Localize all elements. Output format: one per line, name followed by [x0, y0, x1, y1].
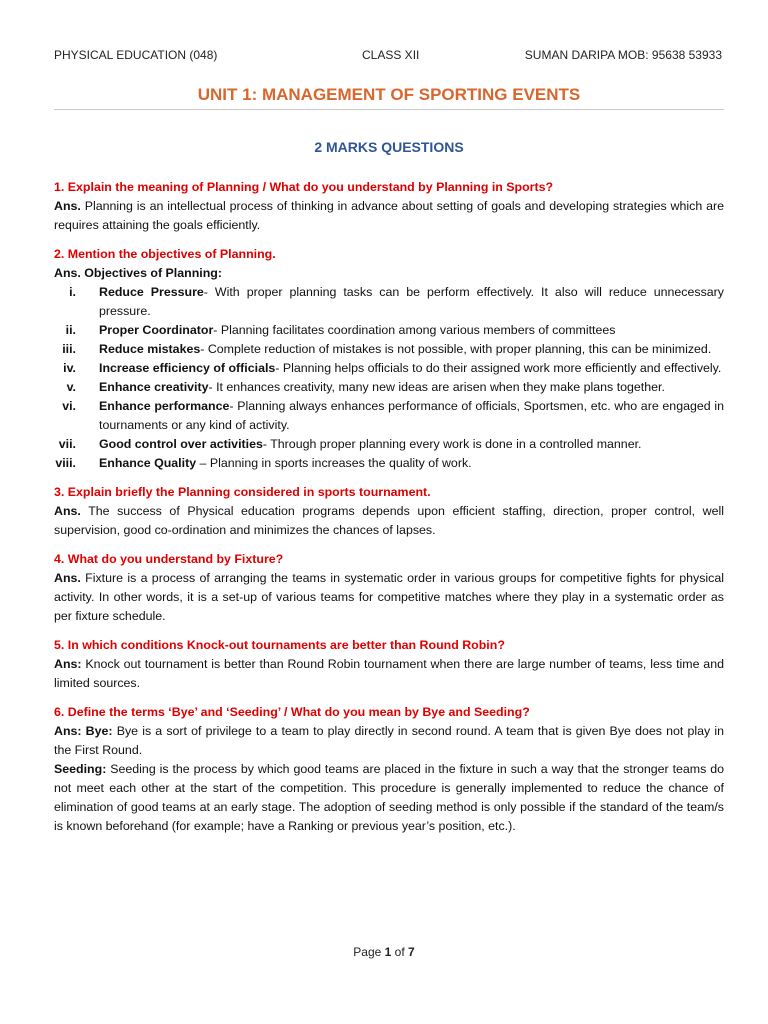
item-number: ii. [65, 323, 76, 337]
answer-label: Ans. [54, 504, 81, 518]
answer-text: Planning is an intellectual process of thinking in advance about setting of goals and developing strategies which are requires attaining the goals efficiently. [54, 199, 724, 232]
item-text: - With proper planning tasks can be perform effectively. It also will reduce unnecessary pressure. [99, 285, 724, 318]
list-item [54, 454, 724, 473]
answer-4 [54, 569, 724, 626]
item-term: Enhance Quality [99, 456, 197, 470]
item-number: v. [66, 380, 76, 394]
item-text: - It enhances creativity, many new ideas are arisen when they make plans together. [208, 380, 665, 394]
question-4: 4. What do you understand by Fixture? [54, 552, 284, 566]
answer-label: Ans: [54, 657, 82, 671]
page-word: Page [353, 945, 382, 959]
header-subject: PHYSICAL EDUCATION (048) [54, 48, 218, 62]
answer-text: Fixture is a process of arranging the teams in systematic order in various groups for competitive fights for physical activity. In other words, it is a set-up of various teams for competitive matches where they play in a systematic order as per fixture schedule. [54, 571, 724, 623]
list-item [54, 397, 724, 435]
question-1: 1. Explain the meaning of Planning / What do you understand by Planning in Sports? [54, 180, 554, 194]
answer-6-bye [54, 722, 724, 760]
answer-text: Seeding is the process by which good teams are placed in the fixture in such a way that the stronger teams do not meet each other at the start of the competition. This procedure is generally implemented to reduce the chance of elimination of good teams at an early stage. The adoption of seeding method is only possible if the standard of the team/s is known beforehand (for example; have a Ranking or previous year’s position, etc.). [54, 762, 724, 833]
list-item [54, 283, 724, 321]
header-author: SUMAN DARIPA MOB: 95638 53933 [524, 48, 722, 62]
item-term: Increase efficiency of officials [99, 361, 276, 375]
list-item [54, 378, 724, 397]
of-word: of [394, 945, 405, 959]
item-term: Enhance performance [99, 399, 230, 413]
answer-3 [54, 502, 724, 540]
page-number: 1 [384, 945, 392, 959]
answer-label: Ans. Objectives of Planning: [54, 266, 222, 280]
answer-6-seeding [54, 760, 724, 836]
item-text: - Planning always enhances performance of officials, Sportsmen, etc. who are engaged in tournaments or any kind of activity. [99, 399, 724, 432]
list-item [54, 435, 724, 454]
item-text: – Planning in sports increases the quality of work. [196, 456, 472, 470]
item-term: Reduce Pressure [99, 285, 204, 299]
question-3: 3. Explain briefly the Planning considered in sports tournament. [54, 485, 431, 499]
item-text: - Complete reduction of mistakes is not possible, with proper planning, this can be minimized. [200, 342, 712, 356]
answer-text: The success of Physical education programs depends upon efficient staffing, direction, proper control, well supervision, good co-ordination and minimizes the chances of lapses. [54, 504, 724, 537]
answer-5 [54, 655, 724, 693]
item-number: iv. [63, 361, 76, 375]
item-number: i. [69, 285, 76, 299]
answer-label: Ans. [54, 199, 81, 213]
questions-list [54, 178, 724, 836]
item-number: viii. [55, 456, 76, 470]
question-2: 2. Mention the objectives of Planning. [54, 247, 276, 261]
item-text: - Through proper planning every work is done in a controlled manner. [262, 437, 642, 451]
answer-label: Ans: Bye: [54, 724, 113, 738]
page-footer [0, 943, 768, 962]
header-class: CLASS XII [362, 48, 420, 62]
list-item [54, 359, 724, 378]
page-total: 7 [408, 945, 415, 959]
item-term: Reduce mistakes [99, 342, 201, 356]
list-item [54, 321, 724, 340]
item-text: - Planning facilitates coordination among various members of committees [213, 323, 616, 337]
item-number: vii. [58, 437, 76, 451]
answer-1 [54, 197, 724, 235]
item-term: Good control over activities [99, 437, 263, 451]
section-title: 2 MARKS QUESTIONS [314, 139, 464, 155]
item-number: vi. [62, 399, 76, 413]
answer-label: Ans. [54, 571, 81, 585]
item-term: Enhance creativity [99, 380, 209, 394]
page-title: UNIT 1: MANAGEMENT OF SPORTING EVENTS [54, 84, 724, 110]
answer-label: Seeding: [54, 762, 107, 776]
answer-text: Bye is a sort of privilege to a team to play directly in second round. A team that is given Bye does not play in the First Round. [54, 724, 724, 757]
item-text: - Planning helps officials to do their assigned work more efficiently and effectively. [275, 361, 722, 375]
question-5: 5. In which conditions Knock-out tournaments are better than Round Robin? [54, 638, 505, 652]
objectives-list [54, 283, 724, 473]
list-item [54, 340, 724, 359]
item-number: iii. [62, 342, 76, 356]
answer-text: Knock out tournament is better than Round Robin tournament when there are large number of teams, less time and limited sources. [54, 657, 724, 690]
item-term: Proper Coordinator [99, 323, 214, 337]
question-6: 6. Define the terms ‘Bye’ and ‘Seeding’ / What do you mean by Bye and Seeding? [54, 705, 530, 719]
